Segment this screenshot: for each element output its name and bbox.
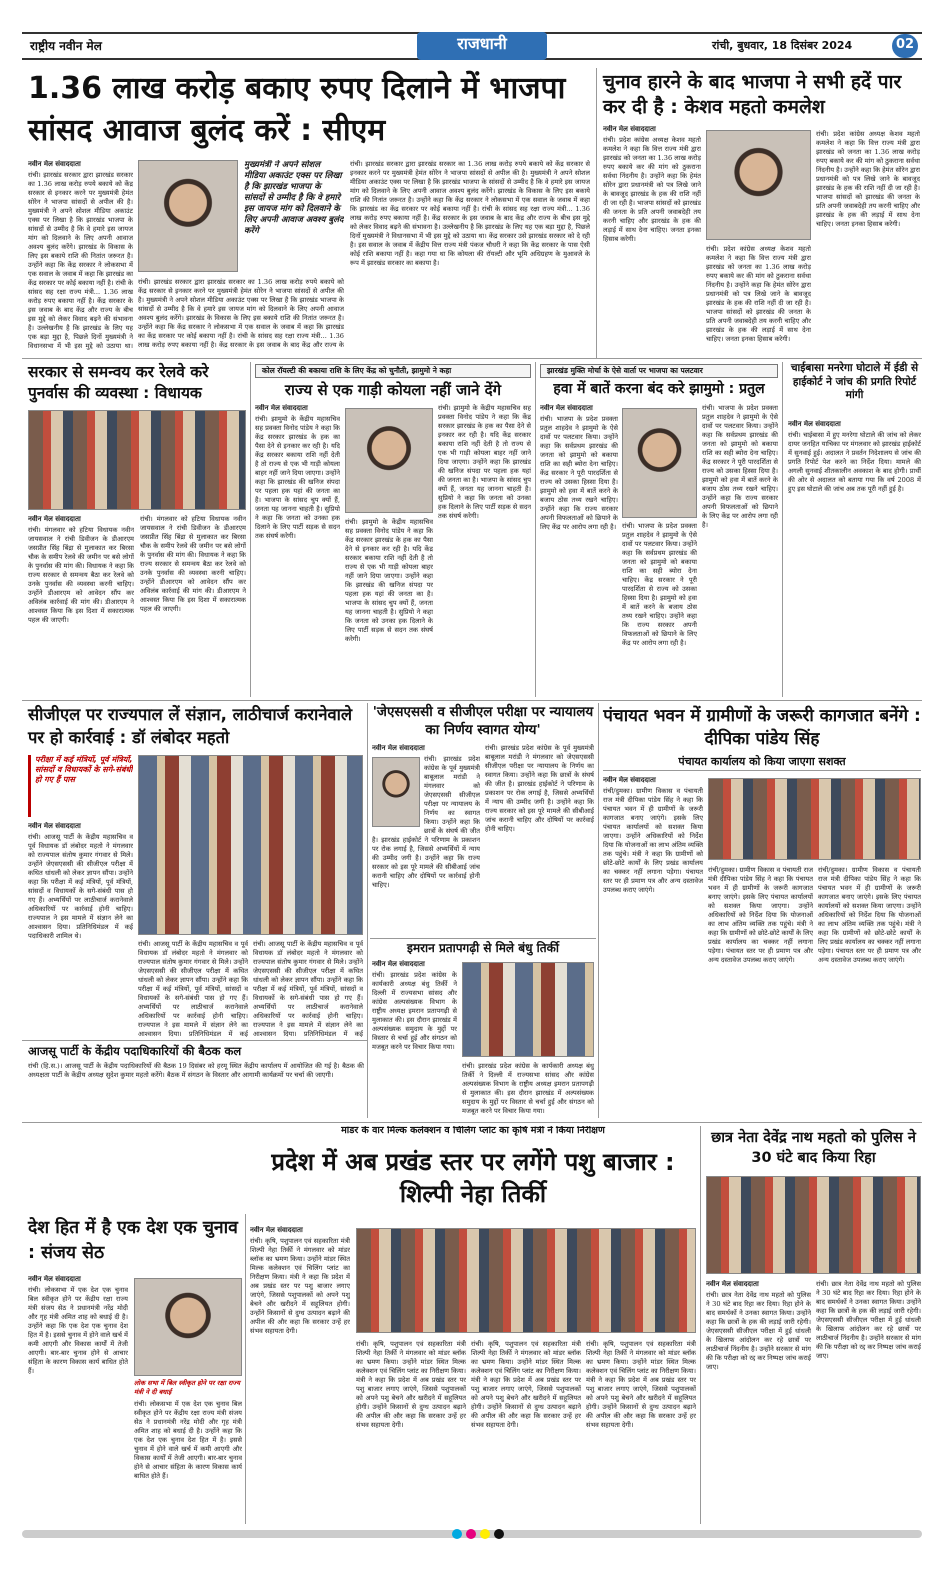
devendra-photo: [706, 1176, 921, 1274]
row-divider: [22, 700, 922, 701]
row-divider: [22, 1040, 367, 1041]
keshav-body-continued: रांची। प्रदेश कांग्रेस अध्यक्ष केशव महतो कमलेश ने कहा कि वित्त राज्य मंत्री द्वारा झारखंड को जनता का 1.36 लाख करोड़ रुपए बकाये कर की मांग को ठुकराना सर्वथा निंदनीय है। उन्होंने कहा कि हेमंत सोरेन द्वारा प्रधानमंत्री को पत्र लिखे जाने के बावजूद झारखंड के हक की राशि नहीं दी जा रही है। भाजपा सांसदों को झारखंड की जनता के प्रति अपनी जवाबदेही तय करनी चाहिए और झारखंड के हक की लड़ाई में साथ देना चाहिए। जनता इनका हिसाब करेगी।: [706, 245, 811, 343]
byline: नवीन मेल संवाददाता: [788, 420, 841, 428]
dateline: रांची, बुधवार, 18 दिसंबर 2024: [712, 39, 853, 52]
lead-body-continued: रांची। झारखंड सरकार द्वारा झारखंड सरकार का 1.36 लाख करोड़ रुपये बकाये को केंद्र सरकार से इनकार करने पर मुख्यमंत्री हेमंत सोरेन ने भाजपा सांसदों से अपील की है। मुख्यमंत्री ने अपने सोशल मीडिया अकाउंट एक्स पर लिखा है कि झारखंड भाजपा के सांसदों से उम्मीद है कि वे हमारे इस जायज मांग को दिलवाने के लिए अपनी आवाज अवश्य बुलंद करेंगे। झारखंड के विकास के लिए इस बकाये राशि की नितांत जरूरत है। उन्होंने कहा कि केंद्र सरकार ने लोकसभा में एक सवाल के जवाब में कहा कि झारखंड का केंद्र सरकार पर कोई बकाया नहीं है। रांची के सांसद सह रक्षा राज्य मंत्री... 1.36 लाख करोड़ रुपए बकाया नहीं है। केंद्र सरकार के इस जवाब के बाद केंद्र और राज्य के: [138, 278, 344, 349]
keshav-body-col3: [816, 130, 920, 353]
magenta-swatch: [466, 1529, 476, 1539]
pashu-body-continued: रांची। कृषि, पशुपालन एवं सहकारिता मंत्री शिल्पी नेहा तिर्की ने मंगलवार को मांडर ब्लॉक का भ्रमण किया। उन्होंने मांडर स्थित मिल्क कलेक्शन एवं चिलिंग प्लांट का निरीक्षण किया। मंत्री ने कहा कि प्रदेश में अब प्रखंड स्तर पर पशु बाजार लगाए जाएंगे, जिससे पशुपालकों को अपने पशु बेचने और खरीदने में सहूलियत होगी। उन्होंने किसानों से दुग्ध उत्पादन बढ़ाने की अपील की और कहा कि सरकार उन्हें हर संभव सहायता देगी।: [471, 1340, 581, 1429]
panchayat-body-col3: [818, 866, 921, 1116]
byline: नवीन मेल संवाददाता: [372, 960, 425, 968]
column-divider: [598, 703, 599, 1118]
coal-headline: राज्य से एक गाड़ी कोयला नहीं जाने देंगे: [284, 381, 502, 399]
coal-body-continued: रांची। झामुमो के केंद्रीय महासचिव सह प्रवक्ता विनोद पांडेय ने कहा कि केंद्र सरकार झारखंड के हक का पैसा देने से इनकार कर रही है। यदि केंद्र सरकार बकाया राशि नहीं देती है तो राज्य से एक भी गाड़ी कोयला बाहर नहीं जाने दिया जाएगा। उन्होंने कहा कि झारखंड की खनिज संपदा पर पहला हक यहां की जनता का है। भाजपा के सांसद चुप क्यों हैं, जनता यह जानना चाहती है। सुप्रियो ने कहा कि जनता को उनका हक दिलाने के लिए पार्टी सड़क से सदन तक संघर्ष करेगी।: [345, 518, 433, 643]
coal-body: रांची। झामुमो के केंद्रीय महासचिव सह प्रवक्ता विनोद पांडेय ने कहा कि केंद्र सरकार झारखंड के हक का पैसा देने से इनकार कर रही है। यदि केंद्र सरकार बकाया राशि नहीं देती है तो राज्य से एक भी गाड़ी कोयला बाहर नहीं जाने दिया जाएगा। उन्होंने कहा कि झारखंड की खनिज संपदा पर पहला हक यहां की जनता का है। भाजपा के सांसद चुप क्यों हैं, जनता यह जानना चाहती है। सुप्रियो ने कहा कि जनता को उनका हक दिलाने के लिए पार्टी सड़क से सदन तक संघर्ष करेगी।: [255, 415, 340, 540]
sanjay-photo: [134, 1278, 242, 1376]
devendra-body-continued: रांची। छात्र नेता देवेंद्र नाथ महतो को पुलिस ने 30 घंटे बाद रिहा कर दिया। रिहा होने के बाद समर्थकों ने उनका स्वागत किया। उन्होंने कहा कि छात्रों के हक की लड़ाई जारी रहेगी। जेएसएससी सीजीएल परीक्षा में हुई धांधली के खिलाफ आंदोलन कर रहे छात्रों पर लाठीचार्ज निंदनीय है। उन्होंने सरकार से मांग की कि परीक्षा को रद्द कर निष्पक्ष जांच कराई जाए।: [816, 1280, 921, 1360]
lead-body-col1: [28, 160, 133, 350]
lambodar-body: रांची। आजसू पार्टी के केंद्रीय महासचिव व पूर्व विधायक डॉ लंबोदर महतो ने मंगलवार को राज्यपाल संतोष कुमार गंगवार से मिले। उन्होंने जेएसएससी की सीजीएल परीक्षा में कथित धांधली को लेकर ज्ञापन सौंपा। उन्होंने कहा कि परीक्षा में कई मंत्रियों, पूर्व मंत्रियों, सांसदों व विधायकों के सगे-संबंधी पास हो गए हैं। अभ्यर्थियों पर लाठीचार्ज करानेवाले अधिकारियों पर कार्रवाई होनी चाहिए। राज्यपाल ने इस मामले में संज्ञान लेने का आश्वासन दिया। प्रतिनिधिमंडल में कई पदाधिकारी शामिल थे।: [28, 833, 133, 940]
pratul-body: रांची। भाजपा के प्रदेश प्रवक्ता प्रतुल शाहदेव ने झामुमो के ऐसे दावों पर पलटवार किया। उन्होंने कहा कि सर्वप्रथम झारखंड की जनता को झामुमो को बकाया राशि का सही ब्योरा देना चाहिए। केंद्र सरकार ने पूरी पारदर्शिता से राज्य को उसका हिस्सा दिया है। झामुमो को हवा में बातें करने के बजाय ठोस तथ्य रखने चाहिए। उन्होंने कहा कि राज्य सरकार अपनी विफलताओं को छिपाने के लिए केंद्र पर आरोप लगा रही है।: [540, 415, 618, 531]
pashu-kicker: मांडर के वार मिल्क कलेक्शन व चिलिंग प्लांट का कृषि मंत्री ने किया निरीक्षण: [341, 1126, 605, 1136]
sanjay-body-continued: रांची। लोकसभा में एक देश एक चुनाव बिल स्वीकृत होने पर केंद्रीय रक्षा राज्य मंत्री संजय सेठ ने प्रधानमंत्री नरेंद्र मोदी और गृह मंत्री अमित शाह को बधाई दी है। उन्होंने कहा कि एक देश एक चुनाव देश हित में है। इससे चुनाव में होने वाले खर्च में कमी आएगी और विकास कार्यों में तेजी आएगी। बार-बार चुनाव होने से आचार संहिता के कारण विकास कार्य बाधित होते हैं।: [134, 1400, 242, 1480]
pashu-body-continued: रांची। कृषि, पशुपालन एवं सहकारिता मंत्री शिल्पी नेहा तिर्की ने मंगलवार को मांडर ब्लॉक का भ्रमण किया। उन्होंने मांडर स्थित मिल्क कलेक्शन एवं चिलिंग प्लांट का निरीक्षण किया। मंत्री ने कहा कि प्रदेश में अब प्रखंड स्तर पर पशु बाजार लगाए जाएंगे, जिससे पशुपालकों को अपने पशु बेचने और खरीदने में सहूलियत होगी। उन्होंने किसानों से दुग्ध उत्पादन बढ़ाने की अपील की और कहा कि सरकार उन्हें हर संभव सहायता देगी।: [356, 1340, 466, 1429]
marandi-photo: [372, 757, 420, 827]
railway-body-col2: [140, 515, 246, 693]
ajsu-body: रांची (हि.स.)। आजसू पार्टी के केंद्रीय पदाधिकारियों की बैठक 19 दिसंबर को हरमू स्थित केंद्रीय कार्यालय में आयोजित की गई है। बैठक की अध्यक्षता पार्टी के केंद्रीय अध्यक्ष सुदेश कुमार महतो करेंगे। बैठक में संगठन के विस्तार और आगामी कार्यक्रमों पर चर्चा की जाएगी।: [28, 1062, 364, 1079]
pratul-body-continued: रांची। भाजपा के प्रदेश प्रवक्ता प्रतुल शाहदेव ने झामुमो के ऐसे दावों पर पलटवार किया। उन्होंने कहा कि सर्वप्रथम झारखंड की जनता को झामुमो को बकाया राशि का सही ब्योरा देना चाहिए। केंद्र सरकार ने पूरी पारदर्शिता से राज्य को उसका हिस्सा दिया है। झामुमो को हवा में बातें करने के बजाय ठोस तथ्य रखने चाहिए। उन्होंने कहा कि राज्य सरकार अपनी विफलताओं को छिपाने के लिए केंद्र पर आरोप लगा रही है।: [702, 404, 778, 529]
byline: नवीन मेल संवाददाता: [28, 1275, 81, 1283]
coal-body-col3: [438, 404, 531, 694]
coal-body-col1: [255, 404, 340, 694]
color-registration-bar: [452, 1528, 512, 1540]
devendra-body-col1: [706, 1280, 811, 1521]
pratul-body-col3: [702, 404, 778, 694]
column-divider: [367, 703, 368, 1118]
jssc-headline: 'जेएसएससी व सीजीएल परीक्षा पर न्यायालय का निर्णय स्वागत योग्य': [372, 704, 594, 738]
tirkey-meet-photo: [462, 962, 594, 1057]
section-name: राजधानी: [417, 32, 547, 60]
pashu-body: रांची। कृषि, पशुपालन एवं सहकारिता मंत्री शिल्पी नेहा तिर्की ने मंगलवार को मांडर ब्लॉक का भ्रमण किया। उन्होंने मांडर स्थित मिल्क कलेक्शन एवं चिलिंग प्लांट का निरीक्षण किया। मंत्री ने कहा कि प्रदेश में अब प्रखंड स्तर पर पशु बाजार लगाए जाएंगे, जिससे पशुपालकों को अपने पशु बेचने और खरीदने में सहूलियत होगी। उन्होंने किसानों से दुग्ध उत्पादन बढ़ाने की अपील की और कहा कि सरकार उन्हें हर संभव सहायता देगी।: [250, 1237, 350, 1335]
column-divider: [245, 1214, 246, 1524]
lambodar-body-col2: [138, 940, 248, 1037]
byline: नवीन मेल संवाददाता: [28, 160, 81, 168]
jssc-body-continued: रांची। झारखंड प्रदेश कांग्रेस के पूर्व मुख्यमंत्री बाबूलाल मरांडी ने मंगलवार को जेएसएससी सीजीएल परीक्षा पर न्यायालय के निर्णय का स्वागत किया। उन्होंने कहा कि छात्रों के संघर्ष की जीत है। झारखंड हाईकोर्ट ने परिणाम के प्रकाशन पर रोक लगाई है, जिससे अभ्यर्थियों में न्याय की उम्मीद जगी है। उन्होंने कहा कि राज्य सरकार को इस पूरे मामले की सीबीआई जांच करानी चाहिए और दोषियों पर कार्रवाई होनी चाहिए।: [485, 744, 594, 833]
byline: नवीन मेल संवाददाता: [603, 776, 656, 784]
tirkey-meet-body-text: रांची। झारखंड प्रदेश कांग्रेस के कार्यकारी अध्यक्ष बंधु तिर्की ने दिल्ली में राज्यसभा सांसद और कांग्रेस अल्पसंख्यक विभाग के राष्ट्रीय अध्यक्ष इमरान प्रतापगढ़ी से मुलाकात की। इस दौरान झारखंड में अल्पसंख्यक समुदाय के मुद्दों पर विस्तार से चर्चा हुई और संगठन को मजबूत करने पर विचार किया गया।: [372, 971, 457, 1051]
lambodar-body-continued: रांची। आजसू पार्टी के केंद्रीय महासचिव व पूर्व विधायक डॉ लंबोदर महतो ने मंगलवार को राज्यपाल संतोष कुमार गंगवार से मिले। उन्होंने जेएसएससी की सीजीएल परीक्षा में कथित धांधली को लेकर ज्ञापन सौंपा। उन्होंने कहा कि परीक्षा में कई मंत्रियों, पूर्व मंत्रियों, सांसदों व विधायकों के सगे-संबंधी पास हो गए हैं। अभ्यर्थियों पर लाठीचार्ज करानेवाले अधिकारियों पर कार्रवाई होनी चाहिए। राज्यपाल ने इस मामले में संज्ञान लेने का आश्वासन दिया। प्रतिनिधिमंडल में कई: [138, 940, 248, 1037]
coal-kicker: कोल रॉयल्टी की बकाया राशि के लिए केंद्र को चुनौती, झामुमो ने कहा: [255, 364, 531, 378]
column-divider: [782, 362, 783, 697]
tirkey-meet-body: [372, 960, 457, 1118]
byline: नवीन मेल संवाददाता: [255, 404, 308, 412]
sanjay-body: रांची। लोकसभा में एक देश एक चुनाव बिल स्वीकृत होने पर केंद्रीय रक्षा राज्य मंत्री संजय सेठ ने प्रधानमंत्री नरेंद्र मोदी और गृह मंत्री अमित शाह को बधाई दी है। उन्होंने कहा कि एक देश एक चुनाव देश हित में है। इससे चुनाव में होने वाले खर्च में कमी आएगी और विकास कार्यों में तेजी आएगी। बार-बार चुनाव होने से आचार संहिता के कारण विकास कार्य बाधित होते हैं।: [28, 1286, 128, 1375]
jssc-body: रांची। झारखंड प्रदेश कांग्रेस के पूर्व मुख्यमंत्री बाबूलाल मरांडी ने मंगलवार को जेएसएससी सीजीएल परीक्षा पर न्यायालय के निर्णय का स्वागत किया। उन्होंने कहा कि छात्रों के संघर्ष की जीत है। झारखंड हाईकोर्ट ने परिणाम के प्रकाशन पर रोक लगाई है, जिससे अभ्यर्थियों में न्याय की उम्मीद जगी है। उन्होंने कहा कि राज्य सरकार को इस पूरे मामले की सीबीआई जांच करानी चाहिए और दोषियों पर कार्रवाई होनी चाहिए।: [372, 755, 480, 889]
newspaper-logo: राष्ट्रीय नवीन मेल: [30, 39, 102, 53]
mgnrega-body: [788, 420, 921, 694]
lambodar-headline: सीजीएल पर राज्यपाल लें संज्ञान, लाठीचार्ज करानेवाले पर हो कार्रवाई : डॉ लंबोदर महतो: [28, 705, 353, 747]
pratul-body-col1: [540, 404, 618, 694]
railway-headline: सरकार से समन्वय कर रेलवे करे पुनर्वास की व्यवस्था : विधायक: [28, 363, 209, 402]
row-divider: [22, 358, 922, 359]
byline: नवीन मेल संवाददाता: [250, 1226, 303, 1234]
pratul-headline: हवा में बातें करना बंद करे झामुमो : प्रतुल: [553, 381, 765, 397]
coal-body-continued: रांची। झामुमो के केंद्रीय महासचिव सह प्रवक्ता विनोद पांडेय ने कहा कि केंद्र सरकार झारखंड के हक का पैसा देने से इनकार कर रही है। यदि केंद्र सरकार बकाया राशि नहीं देती है तो राज्य से एक भी गाड़ी कोयला बाहर नहीं जाने दिया जाएगा। उन्होंने कहा कि झारखंड की खनिज संपदा पर पहला हक यहां की जनता का है। भाजपा के सांसद चुप क्यों हैं, जनता यह जानना चाहती है। सुप्रियो ने कहा कि जनता को उनका हक दिलाने के लिए पार्टी सड़क से सदन तक संघर्ष करेगी।: [438, 404, 531, 520]
cm-photo: [138, 160, 238, 272]
jssc-body-col2: [485, 744, 594, 932]
sanjay-caption: लोक सभा में बिल स्वीकृत होने पर रक्षा राज्य मंत्री ने दी बधाई: [134, 1379, 240, 1396]
keshav-body-continued: रांची। प्रदेश कांग्रेस अध्यक्ष केशव महतो कमलेश ने कहा कि वित्त राज्य मंत्री द्वारा झारखंड को जनता का 1.36 लाख करोड़ रुपए बकाये कर की मांग को ठुकराना सर्वथा निंदनीय है। उन्होंने कहा कि हेमंत सोरेन द्वारा प्रधानमंत्री को पत्र लिखे जाने के बावजूद झारखंड के हक की राशि नहीं दी जा रही है। भाजपा सांसदों को झारखंड की जनता के प्रति अपनी जवाबदेही तय करनी चाहिए और झारखंड के हक की लड़ाई में साथ देना चाहिए। जनता इनका हिसाब करेगी।: [816, 130, 920, 228]
pashu-body-col2: [356, 1340, 466, 1521]
panchayat-body-col1: [603, 776, 703, 1116]
coal-body-col2: [345, 518, 433, 694]
panchayat-body-col2: [708, 866, 813, 1116]
pashu-body-col4: [586, 1340, 696, 1521]
lead-body: रांची। झारखंड सरकार द्वारा झारखंड सरकार का 1.36 लाख करोड़ रुपये बकाये को केंद्र सरकार से इनकार करने पर मुख्यमंत्री हेमंत सोरेन ने भाजपा सांसदों से अपील की है। मुख्यमंत्री ने अपने सोशल मीडिया अकाउंट एक्स पर लिखा है कि झारखंड भाजपा के सांसदों से उम्मीद है कि वे हमारे इस जायज मांग को दिलवाने के लिए अपनी आवाज अवश्य बुलंद करेंगे। झारखंड के विकास के लिए इस बकाये राशि की नितांत जरूरत है। उन्होंने कहा कि केंद्र सरकार ने लोकसभा में एक सवाल के जवाब में कहा कि झारखंड का केंद्र सरकार पर कोई बकाया नहीं है। रांची के सांसद सह रक्षा राज्य मंत्री... 1.36 लाख करोड़ रुपए बकाया नहीं है। केंद्र सरकार के इस जवाब के बाद केंद्र और राज्य के बीच इस मुद्दे को लेकर विवाद बढ़ने की संभावना है। उल्लेखनीय है कि झारखंड के लिए यह एक बड़ा मुद्दा है, पिछले दिनों मुख्यमंत्री ने विधानसभा में भी इस मुद्दे को उठाया था।: [28, 171, 133, 350]
byline: नवीन मेल संवाददाता: [540, 404, 593, 412]
ajsu-headline: आजसू पार्टी के केंद्रीय पदाधिकारियों की बैठक कल: [28, 1044, 242, 1058]
masthead: [22, 32, 922, 60]
lead-body-col2: [138, 278, 344, 350]
column-divider: [596, 68, 597, 358]
keshav-body: रांची। प्रदेश कांग्रेस अध्यक्ष केशव महतो कमलेश ने कहा कि वित्त राज्य मंत्री द्वारा झारखंड को जनता का 1.36 लाख करोड़ रुपए बकाये कर की मांग को ठुकराना सर्वथा निंदनीय है। उन्होंने कहा कि हेमंत सोरेन द्वारा प्रधानमंत्री को पत्र लिखे जाने के बावजूद झारखंड के हक की राशि नहीं दी जा रही है। भाजपा सांसदों को झारखंड की जनता के प्रति अपनी जवाबदेही तय करनी चाहिए और झारखंड के हक की लड़ाई में साथ देना चाहिए। जनता इनका हिसाब करेगी।: [603, 136, 701, 243]
pratul-body-col2: [622, 522, 697, 694]
yellow-swatch: [480, 1529, 490, 1539]
mgnrega-headline: चाईबासा मनरेगा घोटाले में ईडी से हाईकोर्ट ने जांच की प्रगति रिपोर्ट मांगी: [790, 362, 919, 401]
page-number: 02: [892, 34, 918, 58]
byline: नवीन मेल संवाददाता: [28, 822, 81, 830]
railway-body-continued: रांची। मंगलवार को हटिया विधायक नवीन जायसवाल ने रांची डिवीजन के डीआरएम जसप्रीत सिंह बिंद्रा से मुलाकात कर बिरसा चौक के समीप रेलवे की जमीन पर बसे लोगों के पुनर्वास की मांग की। विधायक ने कहा कि राज्य सरकार से समन्वय बैठा कर रेलवे को उनके पुनर्वास की व्यवस्था करनी चाहिए। उन्होंने डीआरएम को आवेदन सौंप कर अविलंब कार्रवाई की मांग की। डीआरएम ने आश्वस्त किया कि इस दिशा में सकारात्मक पहल की जाएगी।: [140, 515, 246, 613]
jssc-body-col1: [372, 744, 480, 932]
cyan-swatch: [452, 1529, 462, 1539]
panchayat-body-continued: रांची/दुमका। ग्रामीण विकास व पंचायती राज मंत्री दीपिका पांडेय सिंह ने कहा कि पंचायत भवन में ही ग्रामीणों के जरूरी कागजात बनाए जाएंगे। इसके लिए पंचायत कार्यालयों को सशक्त किया जाएगा। उन्होंने अधिकारियों को निर्देश दिया कि योजनाओं का लाभ अंतिम व्यक्ति तक पहुंचे। मंत्री ने कहा कि ग्रामीणों को छोटे-छोटे कार्यों के लिए प्रखंड कार्यालय का चक्कर नहीं लगाना पड़ेगा। पंचायत स्तर पर ही प्रमाण पत्र और अन्य दस्तावेज उपलब्ध कराए जाएंगे।: [708, 866, 813, 964]
byline: नवीन मेल संवाददाता: [603, 125, 656, 133]
lambodar-photo: [138, 755, 363, 935]
coal-photo: [345, 408, 433, 513]
byline: नवीन मेल संवाददाता: [372, 744, 425, 752]
sanjay-headline: देश हित में है एक देश एक चुनाव : संजय सेठ: [28, 1218, 238, 1263]
pratul-photo: [622, 408, 697, 518]
pashu-headline: प्रदेश में अब प्रखंड स्तर पर लगेंगे पशु बाजार : शिल्पी नेहा तिर्की: [271, 1148, 675, 1208]
sanjay-body-col2: [134, 1400, 242, 1521]
pashu-photo: [356, 1228, 696, 1333]
lead-headline: 1.36 लाख करोड़ बकाए रुपए दिलाने में भाजपा सांसद आवाज बुलंद करें : सीएम: [28, 71, 566, 148]
pratul-kicker: झारखंड मुक्ति मोर्चा के ऐसे वार्ता पर भाजपा का पलटवार: [540, 364, 778, 378]
panchayat-subhead: पंचायत कार्यालय को किया जाएगा सशक्त: [603, 756, 921, 771]
row-divider: [370, 938, 596, 939]
keshav-headline: चुनाव हारने के बाद भाजपा ने सभी हदें पार कर दी है : केशव महतो कमलेश: [603, 71, 902, 118]
devendra-body-col2: [816, 1280, 921, 1521]
tirkey-meet-body-continued: रांची। झारखंड प्रदेश कांग्रेस के कार्यकारी अध्यक्ष बंधु तिर्की ने दिल्ली में राज्यसभा सांसद और कांग्रेस अल्पसंख्यक विभाग के राष्ट्रीय अध्यक्ष इमरान प्रतापगढ़ी से मुलाकात की। इस दौरान झारखंड में अल्पसंख्यक समुदाय के मुद्दों पर विस्तार से चर्चा हुई और संगठन को मजबूत करने पर विचार किया गया।: [462, 1062, 594, 1115]
column-divider: [250, 362, 251, 697]
pratul-body-continued: रांची। भाजपा के प्रदेश प्रवक्ता प्रतुल शाहदेव ने झामुमो के ऐसे दावों पर पलटवार किया। उन्होंने कहा कि सर्वप्रथम झारखंड की जनता को झामुमो को बकाया राशि का सही ब्योरा देना चाहिए। केंद्र सरकार ने पूरी पारदर्शिता से राज्य को उसका हिस्सा दिया है। झामुमो को हवा में बातें करने के बजाय ठोस तथ्य रखने चाहिए। उन्होंने कहा कि राज्य सरकार अपनी विफलताओं को छिपाने के लिए केंद्र पर आरोप लगा रही है।: [622, 522, 697, 647]
tirkey-meet-headline: इमरान प्रतापगढ़ी से मिले बंधु तिर्की: [407, 941, 559, 955]
tirkey-meet-body-col2: [462, 1062, 594, 1118]
keshav-body-col1: [603, 125, 701, 353]
lead-body-col3: [350, 160, 590, 350]
black-swatch: [494, 1529, 504, 1539]
lambodar-points: परीक्षा में कई मंत्रियों, पूर्व मंत्रियों, सांसदों व विधायकों के सगे-संबंधी हो गए हैं पास: [28, 755, 133, 817]
lead-body-continued: रांची। झारखंड सरकार द्वारा झारखंड सरकार का 1.36 लाख करोड़ रुपये बकाये को केंद्र सरकार से इनकार करने पर मुख्यमंत्री हेमंत सोरेन ने भाजपा सांसदों से अपील की है। मुख्यमंत्री ने अपने सोशल मीडिया अकाउंट एक्स पर लिखा है कि झारखंड भाजपा के सांसदों से उम्मीद है कि वे हमारे इस जायज मांग को दिलवाने के लिए अपनी आवाज अवश्य बुलंद करेंगे। झारखंड के विकास के लिए इस बकाये राशि की नितांत जरूरत है। उन्होंने कहा कि केंद्र सरकार ने लोकसभा में एक सवाल के जवाब में कहा कि झारखंड का केंद्र सरकार पर कोई बकाया नहीं है। रांची के सांसद सह रक्षा राज्य मंत्री... 1.36 लाख करोड़ रुपए बकाया नहीं है। केंद्र सरकार के इस जवाब के बाद केंद्र और राज्य के बीच इस मुद्दे को लेकर विवाद बढ़ने की संभावना है। उल्लेखनीय है कि झारखंड के लिए यह एक बड़ा मुद्दा है, पिछले दिनों मुख्यमंत्री ने विधानसभा में भी इस मुद्दे को उठाया था। केंद्र सरकार उसे झारखंड सरकार को दे रही है। इस सवाल के जवाब में केंद्रीय वित्त राज्य मंत्री पंकज चौधरी ने कहा कि केंद्र सरकार के पास ऐसी कोई राशि बकाया नहीं है। कहा गया था कि कोयला की रॉयल्टी और भूमि अधिग्रहण के मुआवजे के रूप में झारखंड सरकार का बकाया है।: [350, 160, 590, 267]
lambodar-body-continued: रांची। आजसू पार्टी के केंद्रीय महासचिव व पूर्व विधायक डॉ लंबोदर महतो ने मंगलवार को राज्यपाल संतोष कुमार गंगवार से मिले। उन्होंने जेएसएससी की सीजीएल परीक्षा में कथित धांधली को लेकर ज्ञापन सौंपा। उन्होंने कहा कि परीक्षा में कई मंत्रियों, पूर्व मंत्रियों, सांसदों व विधायकों के सगे-संबंधी पास हो गए हैं। अभ्यर्थियों पर लाठीचार्ज करानेवाले अधिकारियों पर कार्रवाई होनी चाहिए। राज्यपाल ने इस मामले में संज्ञान लेने का आश्वासन दिया। प्रतिनिधिमंडल में कई: [253, 940, 363, 1037]
lambodar-body-col3: [253, 940, 363, 1037]
mgnrega-body-text: रांची। चाईबासा में हुए मनरेगा घोटाले की जांच को लेकर दायर जनहित याचिका पर मंगलवार को झारखंड हाईकोर्ट में सुनवाई हुई। अदालत ने प्रवर्तन निदेशालय से जांच की प्रगति रिपोर्ट पेश करने का निर्देश दिया। मामले की अगली सुनवाई शीतकालीन अवकाश के बाद होगी। प्रार्थी की ओर से अदालत को बताया गया कि वर्ष 2008 में हुए इस घोटाले की जांच अब तक पूरी नहीं हुई है।: [788, 431, 921, 493]
pashu-body-col3: [471, 1340, 581, 1521]
devendra-body: रांची। छात्र नेता देवेंद्र नाथ महतो को पुलिस ने 30 घंटे बाद रिहा कर दिया। रिहा होने के बाद समर्थकों ने उनका स्वागत किया। उन्होंने कहा कि छात्रों के हक की लड़ाई जारी रहेगी। जेएसएससी सीजीएल परीक्षा में हुई धांधली के खिलाफ आंदोलन कर रहे छात्रों पर लाठीचार्ज निंदनीय है। उन्होंने सरकार से मांग की कि परीक्षा को रद्द कर निष्पक्ष जांच कराई जाए।: [706, 1291, 811, 1371]
byline: नवीन मेल संवाददाता: [706, 1280, 759, 1288]
devendra-headline: छात्र नेता देवेंद्र नाथ महतो को पुलिस ने 30 घंटे बाद किया रिहा: [711, 1130, 916, 1166]
row-divider: [22, 1122, 922, 1123]
railway-photo: [28, 410, 246, 510]
byline: नवीन मेल संवाददाता: [28, 515, 81, 523]
railway-body-col1: [28, 515, 134, 693]
sanjay-body-col1: [28, 1275, 128, 1521]
keshav-body-col2: [706, 245, 811, 353]
column-divider: [535, 362, 536, 697]
panchayat-headline: पंचायत भवन में ग्रामीणों के जरूरी कागजात बनेंगे : दीपिका पांडेय सिंह: [603, 706, 921, 749]
pashu-body-col1: [250, 1226, 350, 1521]
keshav-photo: [706, 130, 811, 240]
column-divider: [700, 1126, 701, 1524]
lambodar-body-col1: [28, 822, 133, 1037]
panchayat-body: रांची/दुमका। ग्रामीण विकास व पंचायती राज मंत्री दीपिका पांडेय सिंह ने कहा कि पंचायत भवन में ही ग्रामीणों के जरूरी कागजात बनाए जाएंगे। इसके लिए पंचायत कार्यालयों को सशक्त किया जाएगा। उन्होंने अधिकारियों को निर्देश दिया कि योजनाओं का लाभ अंतिम व्यक्ति तक पहुंचे। मंत्री ने कहा कि ग्रामीणों को छोटे-छोटे कार्यों के लिए प्रखंड कार्यालय का चक्कर नहीं लगाना पड़ेगा। पंचायत स्तर पर ही प्रमाण पत्र और अन्य दस्तावेज उपलब्ध कराए जाएंगे।: [603, 787, 703, 894]
railway-body: रांची। मंगलवार को हटिया विधायक नवीन जायसवाल ने रांची डिवीजन के डीआरएम जसप्रीत सिंह बिंद्रा से मुलाकात कर बिरसा चौक के समीप रेलवे की जमीन पर बसे लोगों के पुनर्वास की मांग की। विधायक ने कहा कि राज्य सरकार से समन्वय बैठा कर रेलवे को उनके पुनर्वास की व्यवस्था करनी चाहिए। उन्होंने डीआरएम को आवेदन सौंप कर अविलंब कार्रवाई की मांग की। डीआरएम ने आश्वस्त किया कि इस दिशा में सकारात्मक पहल की जाएगी।: [28, 526, 134, 624]
pashu-body-continued: रांची। कृषि, पशुपालन एवं सहकारिता मंत्री शिल्पी नेहा तिर्की ने मंगलवार को मांडर ब्लॉक का भ्रमण किया। उन्होंने मांडर स्थित मिल्क कलेक्शन एवं चिलिंग प्लांट का निरीक्षण किया। मंत्री ने कहा कि प्रदेश में अब प्रखंड स्तर पर पशु बाजार लगाए जाएंगे, जिससे पशुपालकों को अपने पशु बेचने और खरीदने में सहूलियत होगी। उन्होंने किसानों से दुग्ध उत्पादन बढ़ाने की अपील की और कहा कि सरकार उन्हें हर संभव सहायता देगी।: [586, 1340, 696, 1429]
panchayat-body-continued: रांची/दुमका। ग्रामीण विकास व पंचायती राज मंत्री दीपिका पांडेय सिंह ने कहा कि पंचायत भवन में ही ग्रामीणों के जरूरी कागजात बनाए जाएंगे। इसके लिए पंचायत कार्यालयों को सशक्त किया जाएगा। उन्होंने अधिकारियों को निर्देश दिया कि योजनाओं का लाभ अंतिम व्यक्ति तक पहुंचे। मंत्री ने कहा कि ग्रामीणों को छोटे-छोटे कार्यों के लिए प्रखंड कार्यालय का चक्कर नहीं लगाना पड़ेगा। पंचायत स्तर पर ही प्रमाण पत्र और अन्य दस्तावेज उपलब्ध कराए जाएंगे।: [818, 866, 921, 964]
panchayat-photo: [708, 778, 921, 860]
lead-quote: मुख्यमंत्री ने अपने सोशल मीडिया अकाउंट एक्स पर लिखा है कि झारखंड भाजपा के सांसदों से उम्मीद है कि वे हमारे इस जायज मांग को दिलवाने के लिए अपनी आवाज अवश्य बुलंद करेंगे: [244, 160, 344, 236]
